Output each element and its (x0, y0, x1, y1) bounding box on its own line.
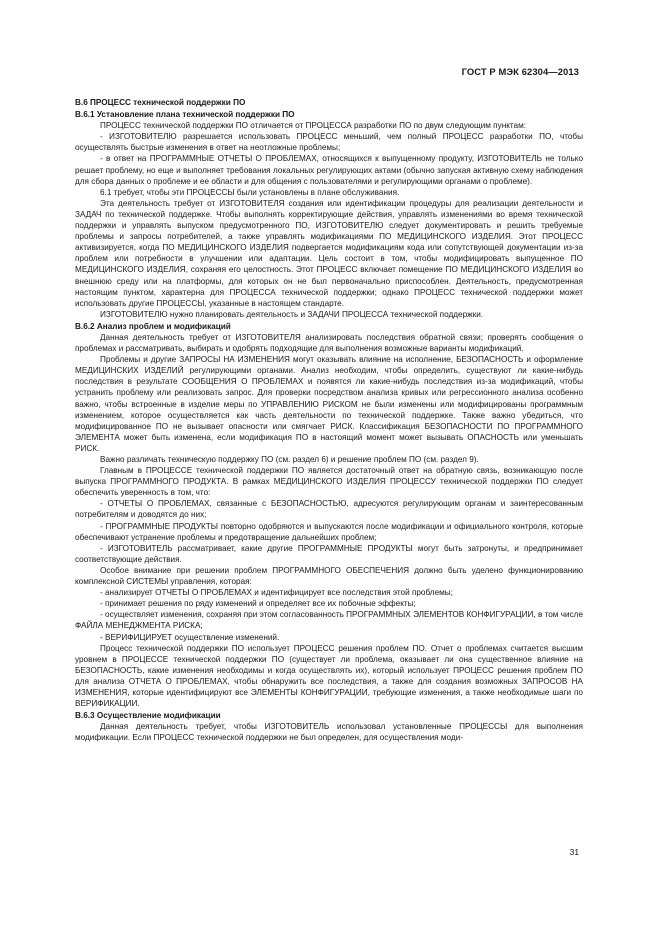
paragraph: Процесс технической поддержки ПО использует ПРОЦЕСС решения проблем ПО. Отчет о проблемах считается высшим уровнем в ПРОЦЕССЕ технической поддержки ПО (существует ли проблема, оказывает ли она существенное влияние на БЕЗОПАСНОСТЬ, какие изменения необходимы и когда осуществлять их), который использует ПРОЦЕСС решения проблем ПО для анализа ОТЧЕТА О ПРОБЛЕМАХ, чтобы обнаружить все последствия, а также для создания возможных ЗАПРОСОВ НА ИЗМЕНЕНИЯ, которые идентифицируют все ЭЛЕМЕНТЫ КОНФИГУРАЦИИ, требующие изменения, а также необходимые шаги по ВЕРИФИКАЦИИ. (75, 643, 583, 709)
paragraph: Данная деятельность требует от ИЗГОТОВИТЕЛЯ анализировать последствия обратной связи; проверять сообщения о проблемах и рассматривать, выбирать и одобрять подходящие для выполнения возможные варианты модификаций. (75, 332, 583, 354)
section-heading: B.6.2 Анализ проблем и модификаций (75, 321, 231, 331)
paragraph: Проблемы и другие ЗАПРОСЫ НА ИЗМЕНЕНИЯ могут оказывать влияние на исполнение, БЕЗОПАСНОСТЬ и оформление МЕДИЦИНСКИХ ИЗДЕЛИЙ регулирующими органами. Анализ необходим, чтобы определить, существуют ли какие-нибудь последствия в результате СООБЩЕНИЯ О ПРОБЛЕМАХ и появятся ли какие-нибудь последствия из-за модификаций, чтобы устранить проблему или реализовать запрос. Для проверки посредством анализа кривых или регрессионного анализа особенно важно, чтобы встроенные в изделие меры по УПРАВЛЕНИЮ РИСКОМ не были изменены или модифицированы программным изменением, которое осуществляется как часть деятельности по технической поддержке. Также важно убедиться, что модифицированное ПО не вызывает опасности или смягчает РИСК. Классификация БЕЗОПАСНОСТИ ПО ПРОГРАММНОГО ЭЛЕМЕНТА может быть изменена, если модификация ПО в настоящий момент может вызывать ОПАСНОСТЬ или уменьшать РИСК. (75, 355, 583, 453)
paragraph: Важно различать техническую поддержку ПО (см. раздел 6) и решение проблем ПО (см. раздел 9). (100, 455, 479, 464)
paragraph: - анализирует ОТЧЕТЫ О ПРОБЛЕМАХ и идентифицирует все последствия этой проблемы; (100, 588, 453, 598)
paragraph: Особое внимание при решении проблем ПРОГРАММНОГО ОБЕСПЕЧЕНИЯ должно быть уделено функционированию комплексной СИСТЕМЫ управления, которая: (75, 565, 583, 587)
paragraph: - ПРОГРАММНЫЕ ПРОДУКТЫ повторно одобряются и выпускаются после модификации и официального контроля, которые обеспечивают устранение проблемы и предотвращение дальнейших проблем; (75, 521, 583, 542)
paragraph: Эта деятельность требует от ИЗГОТОВИТЕЛЯ создания или идентификации процедуры для реализации деятельности и ЗАДАЧ по технической поддержке. Чтобы выполнять корректирующие действия, управлять изменениями во время технической поддержки и управлять выпуском предусмотренного ПО, ИЗГОТОВИТЕЛЮ следует документировать и решить требуемые проблемы и запросы потребителей, а также управлять модификациями ПО МЕДИЦИНСКОГО ИЗДЕЛИЯ. Этот ПРОЦЕСС активизируется, когда ПО МЕДИЦИНСКОГО ИЗДЕЛИЯ подвергается модификациям кода или сопутствующей документации из-за проблем или потребности в улучшении или адаптации. Цель состоит в том, чтобы модифицировать выпущенное ПО МЕДИЦИНСКОГО ИЗДЕЛИЯ, сохраняя его целостность. Этот ПРОЦЕСС включает помещение ПО МЕДИЦИНСКОГО ИЗДЕЛИЯ во внешнюю среду или на платформы, для которых он не был первоначально приспособлен. Деятельность, предусмотренная настоящим пунктом, характерна для ПРОЦЕССА технической поддержки; однако ПРОЦЕСС технической поддержки может использовать другие ПРОЦЕССЫ, указанные в настоящем стандарте. (75, 198, 583, 308)
paragraph: - в ответ на ПРОГРАММНЫЕ ОТЧЕТЫ О ПРОБЛЕМАХ, относящихся к выпущенному продукту, ИЗГОТОВИТЕЛЬ не только решает проблему, но еще и выполняет требования локальных регулирующих актами (обычно запуская активную схему наблюдения для сбора данных о проблеме и ее области и для общения с пользователями и регулирующими органами о проблеме). (75, 154, 583, 186)
paragraph: - ОТЧЕТЫ О ПРОБЛЕМАХ, связанные с БЕЗОПАСНОСТЬЮ, адресуются регулирующим органам и заинтересованным потребителям и доводятся до них; (75, 499, 583, 520)
paragraph: - осуществляет изменения, сохраняя при этом согласованность ПРОГРАММНЫХ ЭЛЕМЕНТОВ КОНФИГУРАЦИИ, в том числе ФАЙЛА МЕНЕДЖМЕНТА РИСКА; (75, 610, 583, 631)
paragraph: Данная деятельность требует, чтобы ИЗГОТОВИТЕЛЬ использовал установленные ПРОЦЕССЫ для выполнения модификации. Если ПРОЦЕСС технической поддержки не был определен, для осуществления моди- (75, 722, 583, 743)
section-heading: B.6.3 Осуществление модификации (75, 711, 221, 721)
section-heading: B.6 ПРОЦЕСС технической поддержки ПО (75, 98, 246, 107)
paragraph: - ИЗГОТОВИТЕЛЮ разрешается использовать ПРОЦЕСС меньший, чем полный ПРОЦЕСС разработки ПО, чтобы осуществлять быстрые изменения в ответ на неотложные проблемы; (75, 132, 583, 153)
document-body (75, 96, 583, 743)
page-number: 31 (569, 847, 579, 857)
paragraph: - ИЗГОТОВИТЕЛЬ рассматривает, какие другие ПРОГРАММНЫЕ ПРОДУКТЫ могут быть затронуты, и предпринимает соответствующие действия. (75, 543, 583, 564)
document-header: ГОСТ Р МЭК 62304—2013 (461, 66, 579, 77)
section-heading: B.6.1 Установление плана технической поддержки ПО (75, 110, 295, 120)
paragraph: - ВЕРИФИЦИРУЕТ осуществление изменений. (100, 632, 280, 642)
paragraph: - принимает решения по ряду изменений и определяет все их побочные эффекты; (100, 599, 416, 609)
paragraph: ИЗГОТОВИТЕЛЮ нужно планировать деятельность и ЗАДАЧИ ПРОЦЕССА технической поддержки. (100, 309, 484, 319)
paragraph: Главным в ПРОЦЕССЕ технической поддержки ПО является достаточный ответ на обратную связь, возникающую после выпуска ПРОГРАММНОГО ПРОДУКТА. В рамках МЕДИЦИНСКОГО ИЗДЕЛИЯ ПРОЦЕССУ технической поддержки ПО следует обеспечить уверенность в том, что: (75, 466, 583, 498)
paragraph: ПРОЦЕСС технической поддержки ПО отличается от ПРОЦЕССА разработки ПО по двум следующим пунктам: (100, 121, 527, 131)
paragraph: 6.1 требует, чтобы эти ПРОЦЕССЫ были установлены в плане обслуживания. (100, 187, 400, 197)
